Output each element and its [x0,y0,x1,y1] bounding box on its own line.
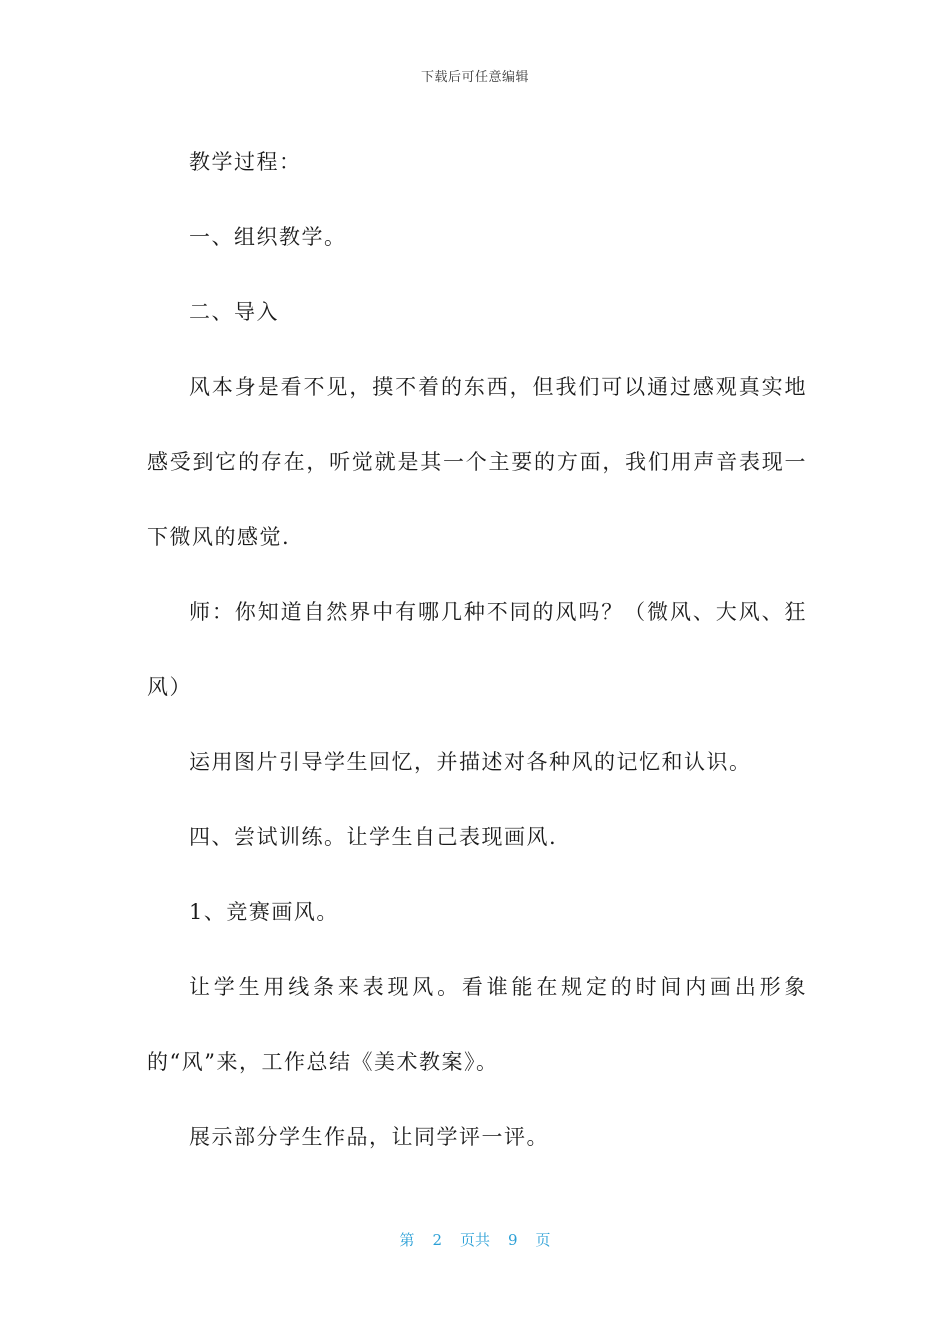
paragraph-teacher-question: 师：你知道自然界中有哪几种不同的风吗？（微风、大风、狂风） [147,600,807,699]
paragraph-lines: 让学生用线条来表现风。看谁能在规定的时间内画出形象的“风”来，工作总结《美术教案》。 [147,975,807,1074]
paragraph-picture-guide: 运用图片引导学生回忆，并描述对各种风的记忆和认识。 [189,750,752,774]
paragraph-showcase: 展示部分学生作品，让同学评一评。 [189,1125,549,1149]
page-header: 下载后可任意编辑 [420,70,529,85]
footer-middle: 页共 [459,1231,490,1249]
paragraph-organize: 一、组织教学。 [189,225,347,249]
paragraph-contest: 1、竞赛画风。 [189,900,339,924]
paragraph-intro: 二、导入 [189,300,279,324]
paragraph-practice: 四、尝试训练。让学生自己表现画风. [189,825,558,849]
paragraph-process-title: 教学过程： [189,150,302,174]
footer-current-page: 2 [432,1231,442,1249]
page-footer [0,1229,950,1250]
paragraph-wind-description: 风本身是看不见，摸不着的东西，但我们可以通过感观真实地感受到它的存在，听觉就是其一个主要的方面，我们用声音表现一下微风的感觉. [147,375,807,549]
footer-suffix: 页 [535,1231,551,1249]
footer-total-pages: 9 [508,1231,518,1249]
document-body [147,125,807,1175]
footer-prefix: 第 [399,1231,415,1249]
